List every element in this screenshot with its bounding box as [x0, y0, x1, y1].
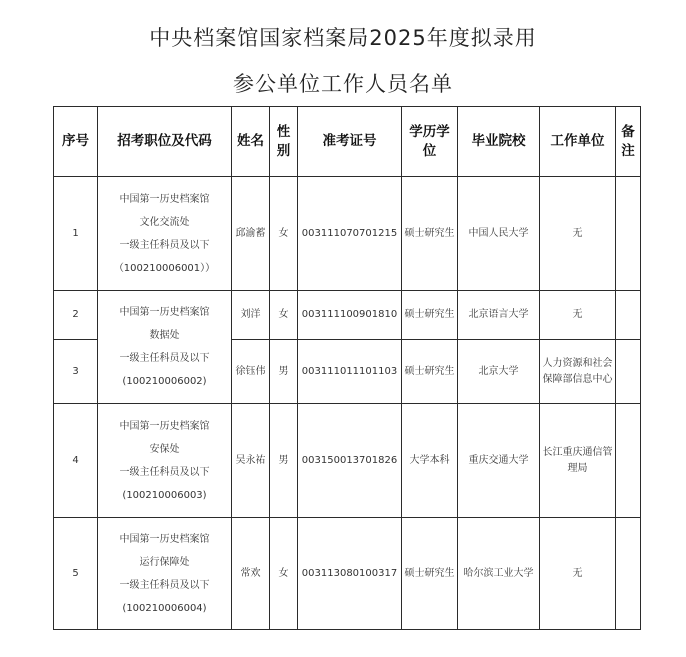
cell-education: 硕士研究生	[402, 291, 458, 340]
cell-education: 硕士研究生	[402, 177, 458, 291]
cell-position	[98, 177, 232, 291]
header-position: 招考职位及代码	[98, 107, 232, 177]
table-row	[54, 177, 641, 291]
position-rank: 一级主任科员及以下	[119, 239, 210, 251]
cell-employer: 长江重庆通信管理局	[540, 404, 616, 518]
cell-education: 硕士研究生	[402, 518, 458, 630]
position-org: 中国第一历史档案馆	[119, 307, 210, 318]
cell-position	[98, 291, 232, 404]
cell-education: 硕士研究生	[402, 340, 458, 404]
candidate-table	[53, 106, 641, 630]
cell-gender: 女	[270, 291, 298, 340]
cell-employer: 无	[540, 291, 616, 340]
cell-school: 中国人民大学	[458, 177, 540, 291]
cell-name: 常欢	[232, 518, 270, 630]
position-code: (100210006004)	[122, 602, 207, 614]
cell-remarks	[616, 177, 641, 291]
cell-exam-no: 003113080100317	[298, 518, 402, 630]
position-dept: 安保处	[149, 443, 180, 455]
table-row	[54, 404, 641, 518]
cell-seq: 2	[54, 291, 98, 340]
cell-gender: 男	[270, 340, 298, 404]
cell-school: 北京大学	[458, 340, 540, 404]
cell-school: 重庆交通大学	[458, 404, 540, 518]
cell-employer: 无	[540, 518, 616, 630]
document-title-line1: 中央档案馆国家档案局2025年度拟录用	[149, 26, 537, 50]
position-code: (100210006003)	[122, 489, 207, 501]
cell-name: 刘洋	[232, 291, 270, 340]
cell-employer: 人力资源和社会保障部信息中心	[540, 340, 616, 404]
cell-school: 哈尔滨工业大学	[458, 518, 540, 630]
cell-seq: 5	[54, 518, 98, 630]
header-exam-no: 准考证号	[298, 107, 402, 177]
cell-exam-no: 003111011101103	[298, 340, 402, 404]
cell-gender: 男	[270, 404, 298, 518]
cell-seq: 3	[54, 340, 98, 404]
position-dept: 运行保障处	[139, 556, 190, 568]
cell-gender: 女	[270, 177, 298, 291]
table-row	[54, 291, 641, 340]
position-rank: 一级主任科员及以下	[119, 579, 210, 591]
cell-education: 大学本科	[402, 404, 458, 518]
header-education: 学历学位	[402, 107, 458, 177]
cell-position	[98, 518, 232, 630]
position-org: 中国第一历史档案馆	[119, 193, 210, 205]
header-employer: 工作单位	[540, 107, 616, 177]
position-code: （100210006001））	[113, 262, 216, 274]
position-org: 中国第一历史档案馆	[119, 420, 210, 432]
header-remarks: 备注	[616, 107, 641, 177]
cell-position	[98, 404, 232, 518]
cell-gender: 女	[270, 518, 298, 630]
cell-name: 邱渝蓄	[232, 177, 270, 291]
position-dept: 文化交流处	[139, 216, 190, 228]
cell-seq: 1	[54, 177, 98, 291]
cell-remarks	[616, 404, 641, 518]
header-row	[54, 107, 641, 177]
cell-remarks	[616, 518, 641, 630]
cell-exam-no: 003111070701215	[298, 177, 402, 291]
cell-school: 北京语言大学	[458, 291, 540, 340]
cell-remarks	[616, 291, 641, 340]
cell-remarks	[616, 340, 641, 404]
cell-exam-no: 003150013701826	[298, 404, 402, 518]
cell-employer: 无	[540, 177, 616, 291]
header-name: 姓名	[232, 107, 270, 177]
cell-exam-no: 003111100901810	[298, 291, 402, 340]
position-rank: 一级主任科员及以下	[119, 466, 210, 478]
header-seq: 序号	[54, 107, 98, 177]
document-title-line2: 参公单位工作人员名单	[233, 72, 453, 96]
header-gender: 性别	[270, 107, 298, 177]
table-row	[54, 518, 641, 630]
position-code: (100210006002)	[122, 376, 207, 387]
cell-name: 徐钰伟	[232, 340, 270, 404]
position-org: 中国第一历史档案馆	[119, 533, 210, 545]
cell-name: 吴永祐	[232, 404, 270, 518]
header-school: 毕业院校	[458, 107, 540, 177]
cell-seq: 4	[54, 404, 98, 518]
position-rank: 一级主任科员及以下	[119, 353, 210, 364]
position-dept: 数据处	[149, 330, 180, 341]
